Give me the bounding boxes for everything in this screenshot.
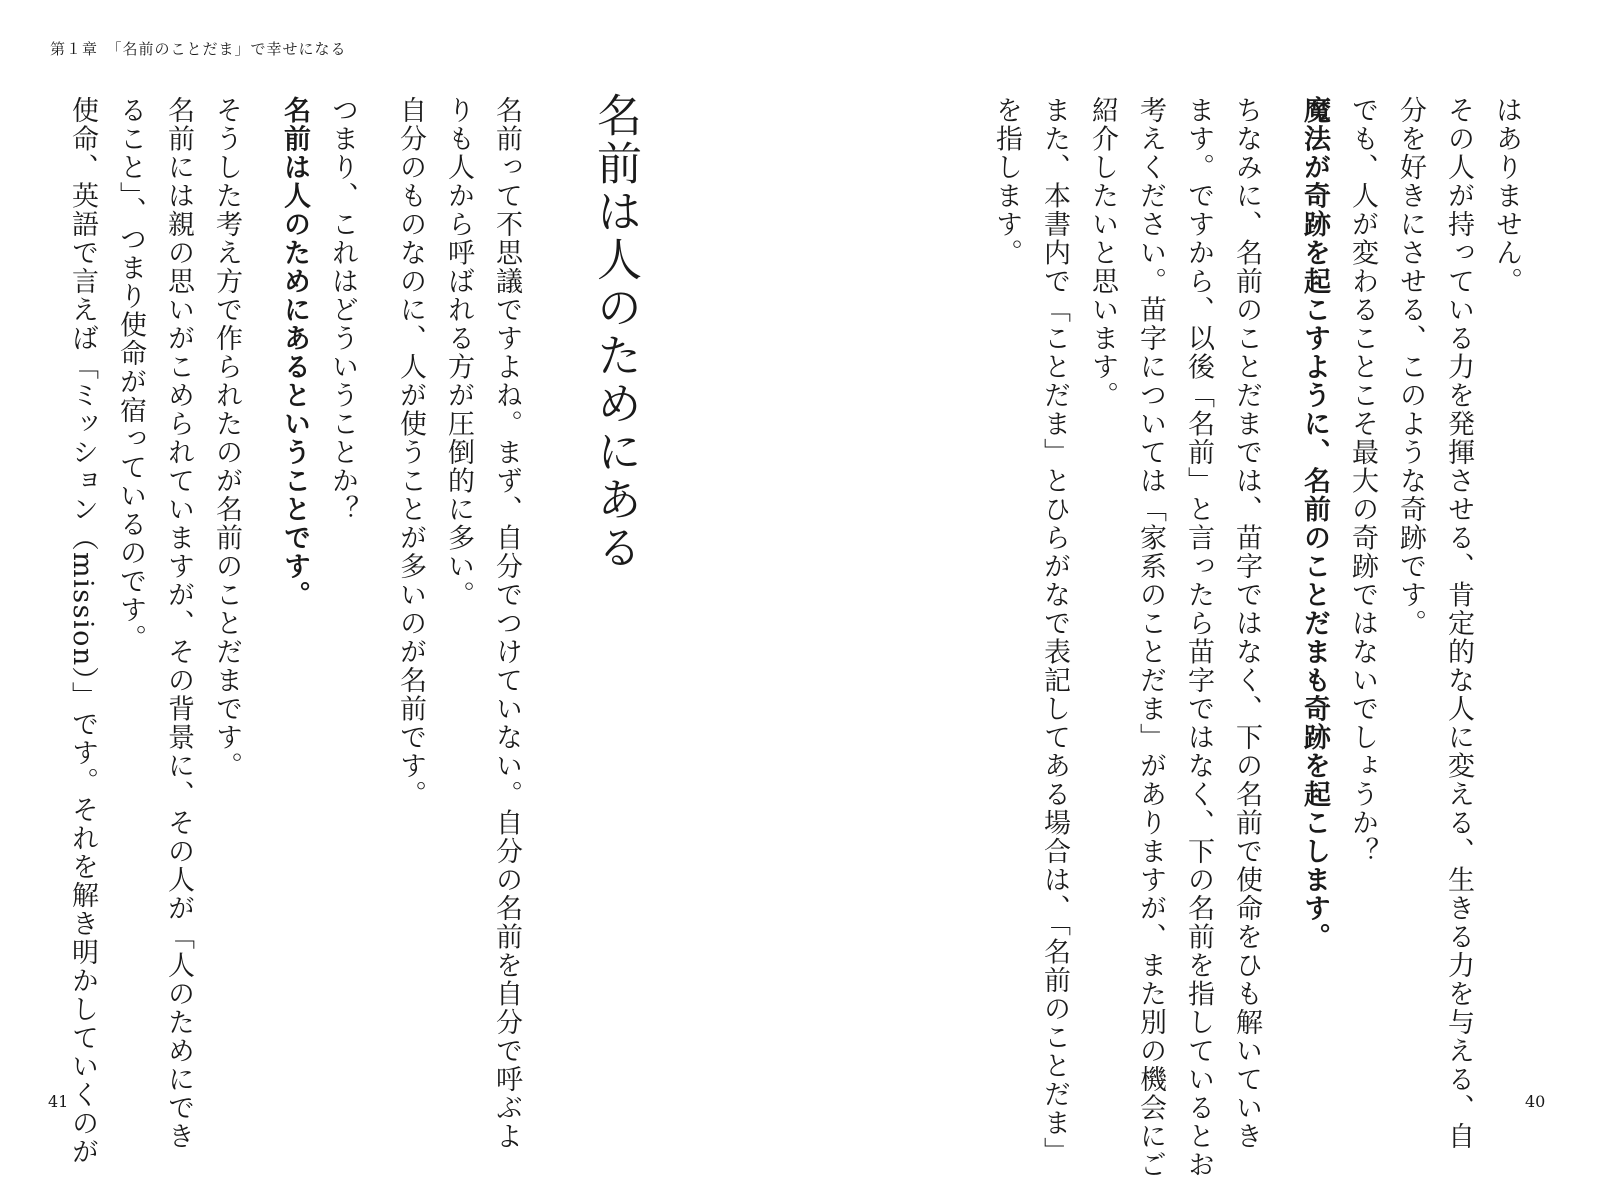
paragraph-gap — [366, 96, 386, 1056]
text-line: そうした考え方で作られたのが名前のことだまです。 — [211, 96, 242, 780]
text-line: を指します。 — [991, 96, 1022, 267]
text-line: でも、人が変わることこそ最大の奇跡ではないでしょうか？ — [1347, 96, 1378, 866]
page-number-left: 41 — [48, 1092, 69, 1111]
paragraph-gap — [250, 96, 270, 1056]
emphasis-line: 名前は人のためにあるということです。 — [279, 96, 310, 609]
emphasis-line: 魔法が奇跡を起こすように、名前のことだまも奇跡を起こします。 — [1299, 96, 1330, 951]
text-line: ちなみに、名前のことだまでは、苗字ではなく、下の名前で使命をひも解いていき — [1231, 96, 1262, 1151]
text-line: 使命、英語で言えば「ミッション（mission）」です。それを解き明かしていくのが — [67, 96, 98, 1167]
text-line: はありません。 — [1491, 96, 1522, 296]
right-page-text — [991, 96, 1530, 1179]
text-line: 分を好きにさせる、このような奇跡です。 — [1395, 96, 1426, 638]
page-number-right: 40 — [1525, 1092, 1546, 1111]
text-line: つまり、これはどういうことか？ — [327, 96, 358, 524]
text-line: ます。ですから、以後「名前」と言ったら苗字ではなく、下の名前を指しているとお — [1183, 96, 1214, 1179]
text-line: 考えください。苗字については「家系のことだま」がありますが、また別の機会にご — [1135, 96, 1166, 1179]
text-line: その人が持っている力を発揮させる、肯定的な人に変える、生きる力を与える、自 — [1443, 96, 1474, 1151]
running-head: 第１章 「名前のことだま」で幸せになる — [50, 40, 347, 58]
text-line: りも人から呼ばれる方が圧倒的に多い。 — [443, 96, 474, 609]
paragraph-gap — [1270, 96, 1290, 1056]
section-heading: 名前は人のためにある — [589, 92, 642, 572]
text-line: 名前って不思議ですよね。まず、自分でつけていない。自分の名前を自分で呼ぶよ — [491, 96, 522, 1151]
text-line: 自分のものなのに、人が使うことが多いのが名前です。 — [395, 96, 426, 809]
text-line: また、本書内で「ことだま」とひらがなで表記してある場合は、「名前のことだま」 — [1039, 96, 1070, 1166]
text-line: 名前には親の思いがこめられていますが、その背景に、その人が「人のためにでき — [163, 96, 194, 1151]
text-line: 紹介したいと思います。 — [1087, 96, 1118, 410]
text-line: ること」、つまり使命が宿っているのです。 — [115, 96, 146, 653]
